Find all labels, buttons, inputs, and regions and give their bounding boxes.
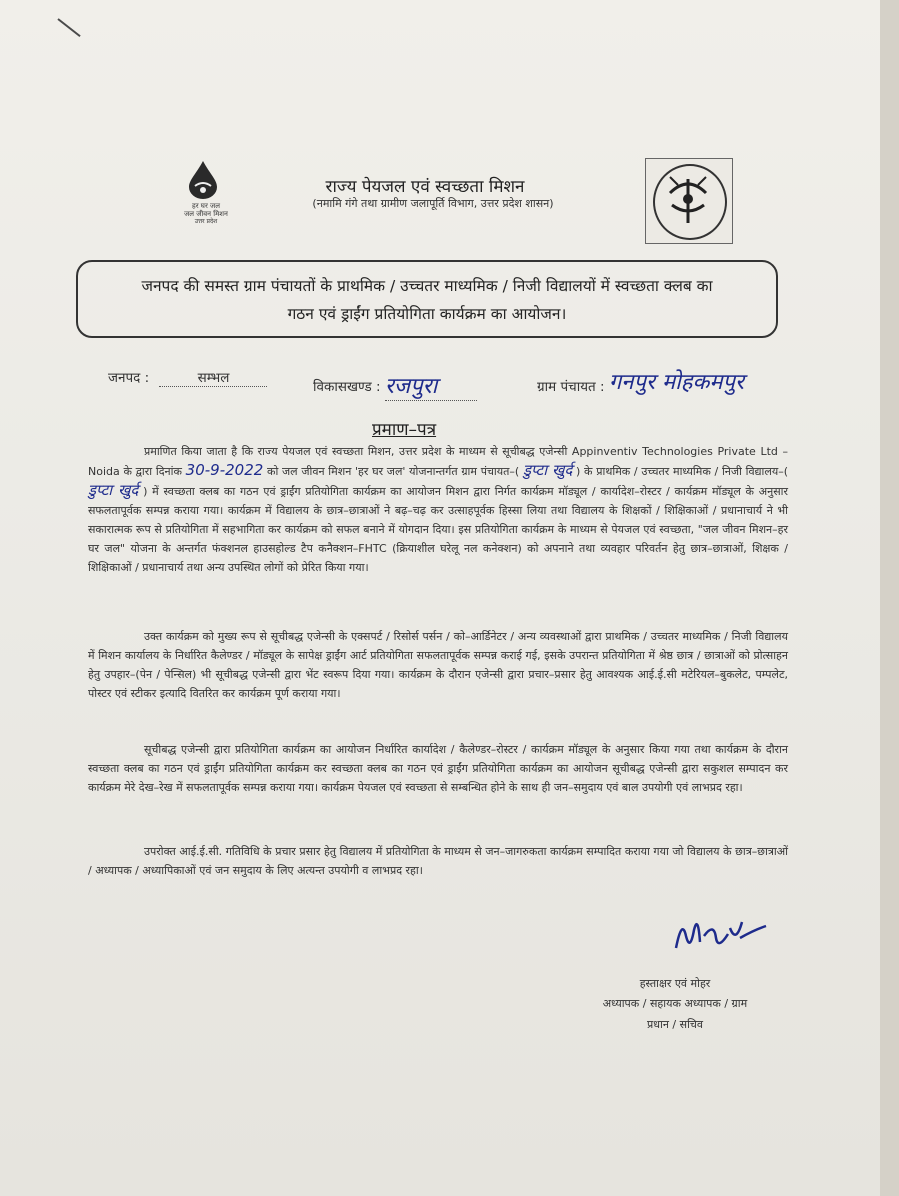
district-label: जनपद : [108, 370, 150, 386]
signature-caption-3: प्रधान / सचिव [646, 1018, 704, 1031]
banner-line-2: गठन एवं ड्राईंग प्रतियोगिता कार्यक्रम का आयोजन। [287, 305, 567, 323]
handwritten-village: डुप्टा खुर्द [522, 461, 573, 479]
mission-title: राज्य पेयजल एवं स्वच्छता मिशन [325, 177, 525, 197]
paragraph-1: प्रमाणित किया जाता है कि राज्य पेयजल एवं स्वच्छता मिशन, उत्तर प्रदेश के माध्यम से सूचीबद्ध एजेन्सी Appinventiv Technologies Private Ltd – Noida के द्वारा दिनांक 30-9-2022 को जल जीवन मिशन 'हर घर जल' योजनान्तर्गत ग्राम पंचायत–( डुप्टा खुर्द ) के प्राथमिक / उच्चतर माध्यमिक / निजी विद्यालय–( डुप्टा खुर्द ) में स्वच्छता क्लब का गठन एवं ड्राईंग प्रतियोगिता कार्यक्रम का आयोजन मिशन द्वारा निर्गत कार्यक्रम मॉड्यूल / कार्यादेश–रोस्टर / कार्यक्रम मॉड्यूल के अनुसार सफलतापूर्वक सम्पन्न कराया गया। कार्यक्रम में विद्यालय के छात्र–छात्राओं ने बढ़–चढ़ कर उत्साहपूर्वक हिस्सा लिया तथा विद्यालय के शिक्षकों / शिक्षिकाओं / प्रधानाचार्य ने भी सकारात्मक रूप से प्रतियोगिता में सहभागिता कर कार्यक्रम को सफल बनाने में योगदान दिया। इस प्रतियोगिता कार्यक्रम के माध्यम से पेयजल एवं स्वच्छता, "जल जीवन मिशन–हर घर जल" योजना के अन्तर्गत फंक्शनल हाउसहोल्ड टैप कनैक्शन–FHTC (क्रियाशील घरेलू नल कनेक्शन) को अपनाने तथा व्यवहार परिवर्तन हेतु छात्र–छात्राओं, शिक्षक / शिक्षिकाओं / प्रधानाचार्य तथा अन्य उपस्थित लोगों को प्रेरित किया गया। [88, 445, 788, 574]
certificate-title: प्रमाण–पत्र [372, 420, 437, 440]
panchayat-field [537, 368, 744, 398]
ink-scratch [57, 18, 80, 37]
emblem-icon [660, 171, 716, 231]
handwritten-date: 30-9-2022 [185, 461, 264, 479]
block-label: विकासखण्ड : [313, 379, 381, 395]
program-banner [76, 260, 778, 338]
district-field [108, 368, 267, 387]
district-value: सम्भल [159, 368, 267, 387]
logo-caption-3: उत्तर प्रदेश [194, 218, 218, 225]
handwritten-school: डुप्टा खुर्द [88, 481, 139, 499]
logo-caption-2: जल जीवन मिशन [184, 210, 228, 218]
signature-caption-1: हस्ताक्षर एवं मोहर [639, 977, 711, 990]
paragraph-3: सूचीबद्ध एजेन्सी द्वारा प्रतियोगिता कार्यक्रम का आयोजन निर्धारित कार्यादेश / कैलेण्डर–रोस्टर / कार्यक्रम मॉड्यूल के अनुसार किया गया तथा कार्यक्रम के दौरान स्वच्छता क्लब का गठन एवं ड्राईंग प्रतियोगिता कार्यक्रम कर स्वच्छता क्लब का गठन एवं ड्राईंग प्रतियोगिता कार्यक्रम का आयोजन सूचीबद्ध एजेन्सी द्वारा सकुशल सम्पादन कर कार्यक्रम मेरे देख–रेख में सफलतापूर्वक सम्पन्न कराया गया। कार्यक्रम पेयजल एवं स्वच्छता से सम्बन्धित होने के साथ ही जन–समुदाय एवं बाल उपयोगी एवं लाभप्रद रहा। [88, 743, 788, 794]
mission-subtitle: (नमामि गंगे तथा ग्रामीण जलापूर्ति विभाग, उत्तर प्रदेश शासन) [312, 197, 554, 210]
jal-jeevan-mission-logo [170, 160, 242, 232]
block-field [313, 368, 477, 399]
panchayat-label: ग्राम पंचायत : [537, 379, 605, 395]
panchayat-value: गनपुर मोहकमपुर [608, 370, 745, 395]
banner-line-1: जनपद की समस्त ग्राम पंचायतों के प्राथमिक / उच्चतर माध्यमिक / निजी विद्यालयों में स्वच्छता क्लब का [141, 277, 713, 295]
signature-caption-2: अध्यापक / सहायक अध्यापक / ग्राम [602, 997, 748, 1010]
paragraph-2: उक्त कार्यक्रम को मुख्य रूप से सूचीबद्ध एजेन्सी के एक्सपर्ट / रिसोर्स पर्सन / को–आर्डिनेटर / अन्य व्यवस्थाओं द्वारा प्राथमिक / उच्चतर माध्यमिक / निजी विद्यालय में मिशन कार्यालय के निर्धारित कैलेण्डर / मॉड्यूल के सापेक्ष ड्राईंग आर्ट प्रतियोगिता सफलतापूर्वक सम्पन्न कराई गई, इसके उपरान्त प्रतियोगिता में श्रेष्ठ छात्र / छात्राओं को प्रोत्साहन हेतु उपहार–(पेन / पेन्सिल) भी सूचीबद्ध एजेन्सी द्वारा भेंट स्वरूप दिया गया। कार्यक्रम के दौरान एजेन्सी द्वारा प्रचार–प्रसार हेतु आवश्यक आई.ई.सी मटेरियल–बुकलेट, पम्पलेट, पोस्टर एवं स्टीकर इत्यादि वितरित कर कार्यक्रम पूर्ण कराया गया। [88, 630, 788, 700]
background-edge [880, 0, 899, 1196]
water-drop-icon [186, 160, 220, 200]
block-value: रजपुरा [385, 370, 477, 401]
up-government-seal [645, 158, 733, 244]
signature-mark [670, 908, 770, 963]
paragraph-4: उपरोक्त आई.ई.सी. गतिविधि के प्रचार प्रसार हेतु विद्यालय में प्रतियोगिता के माध्यम से जन–जागरुकता कार्यक्रम सम्पादित कराया गया जो विद्यालय के छात्र–छात्राओं / अध्यापक / अध्यापिकाओं एवं जन समुदाय के लिए अत्यन्त उपयोगी व लाभप्रद रहा। [88, 845, 788, 877]
logo-caption-1: हर घर जल [192, 202, 220, 210]
